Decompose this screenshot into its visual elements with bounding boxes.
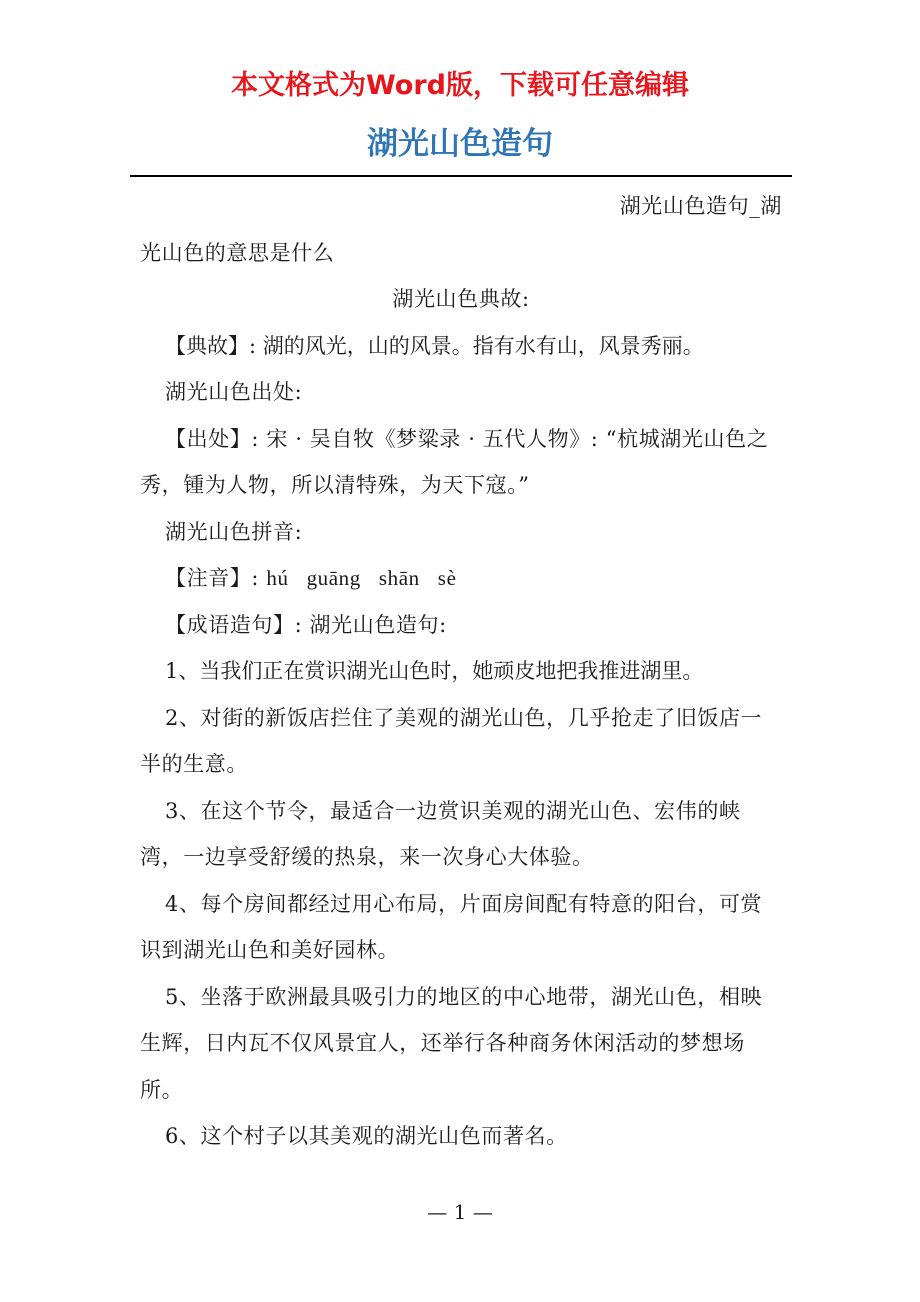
document-body <box>140 183 782 1160</box>
example-sentence: 6、这个村子以其美观的湖光山色而著名。 <box>165 1124 568 1148</box>
example-sentence: 1、当我们正在赏识湖光山色时，她顽皮地把我推进湖里。 <box>165 659 704 683</box>
chuchu-text: : 宋 · 吴自牧《梦粱录 · 五代人物》: “杭城湖光山色之秀，锺为人物，所以清特殊，为天下寇。” <box>140 426 769 497</box>
pinyin-syllable: sè <box>437 566 457 590</box>
dianggu-text: : 湖的风光，山的风景。指有水有山，风景秀丽。 <box>249 333 704 358</box>
zhuyin-colon: : <box>251 566 267 590</box>
title-divider <box>130 175 792 177</box>
example-sentence: 3、在这个节令，最适合一边赏识美观的湖光山色、宏伟的峡湾，一边享受舒缓的热泉，来一次身心大体验。 <box>140 798 741 869</box>
lead-line-1: 湖光山色造句_湖 <box>619 194 782 218</box>
lead-line-2: 光山色的意思是什么 <box>140 240 335 265</box>
section-heading-chuchu: 湖光山色出处: <box>165 380 303 404</box>
chuchu-paragraph <box>140 416 782 509</box>
example-sentence: 4、每个房间都经过用心布局，片面房间配有特意的阳台，可赏识到湖光山色和美好园林。 <box>140 891 763 962</box>
dianggu-label: 【典故】 <box>165 333 249 358</box>
example-sentence: 2、对街的新饭店拦住了美观的湖光山色，几乎抢走了旧饭店一半的生意。 <box>140 705 763 776</box>
pinyin-syllable: shān <box>378 566 420 590</box>
zaoju-paragraph <box>140 602 782 649</box>
zaoju-label: 【成语造句】 <box>165 612 295 637</box>
zhuyin-label: 【注音】 <box>165 566 252 590</box>
example-sentence: 5、坐落于欧洲最具吸引力的地区的中心地带，湖光山色，相映生辉，日内瓦不仅风景宜人，还举行各种商务休闲活动的梦想场所。 <box>140 984 763 1102</box>
zaoju-text: : 湖光山色造句: <box>294 612 447 637</box>
download-banner: 本文格式为Word版，下载可任意编辑 <box>230 70 689 101</box>
zhuyin-paragraph <box>140 555 782 602</box>
section-heading-dianggu: 湖光山色典故: <box>392 287 530 311</box>
pinyin-syllable: guāng <box>306 566 361 590</box>
dianggu-paragraph <box>140 323 782 370</box>
section-heading-pinyin: 湖光山色拼音: <box>165 519 303 544</box>
page-number: — 1 — <box>427 1200 493 1224</box>
chuchu-label: 【出处】 <box>165 426 252 451</box>
document-title: 湖光山色造句 <box>367 126 553 162</box>
pinyin-syllable: hú <box>266 566 289 590</box>
